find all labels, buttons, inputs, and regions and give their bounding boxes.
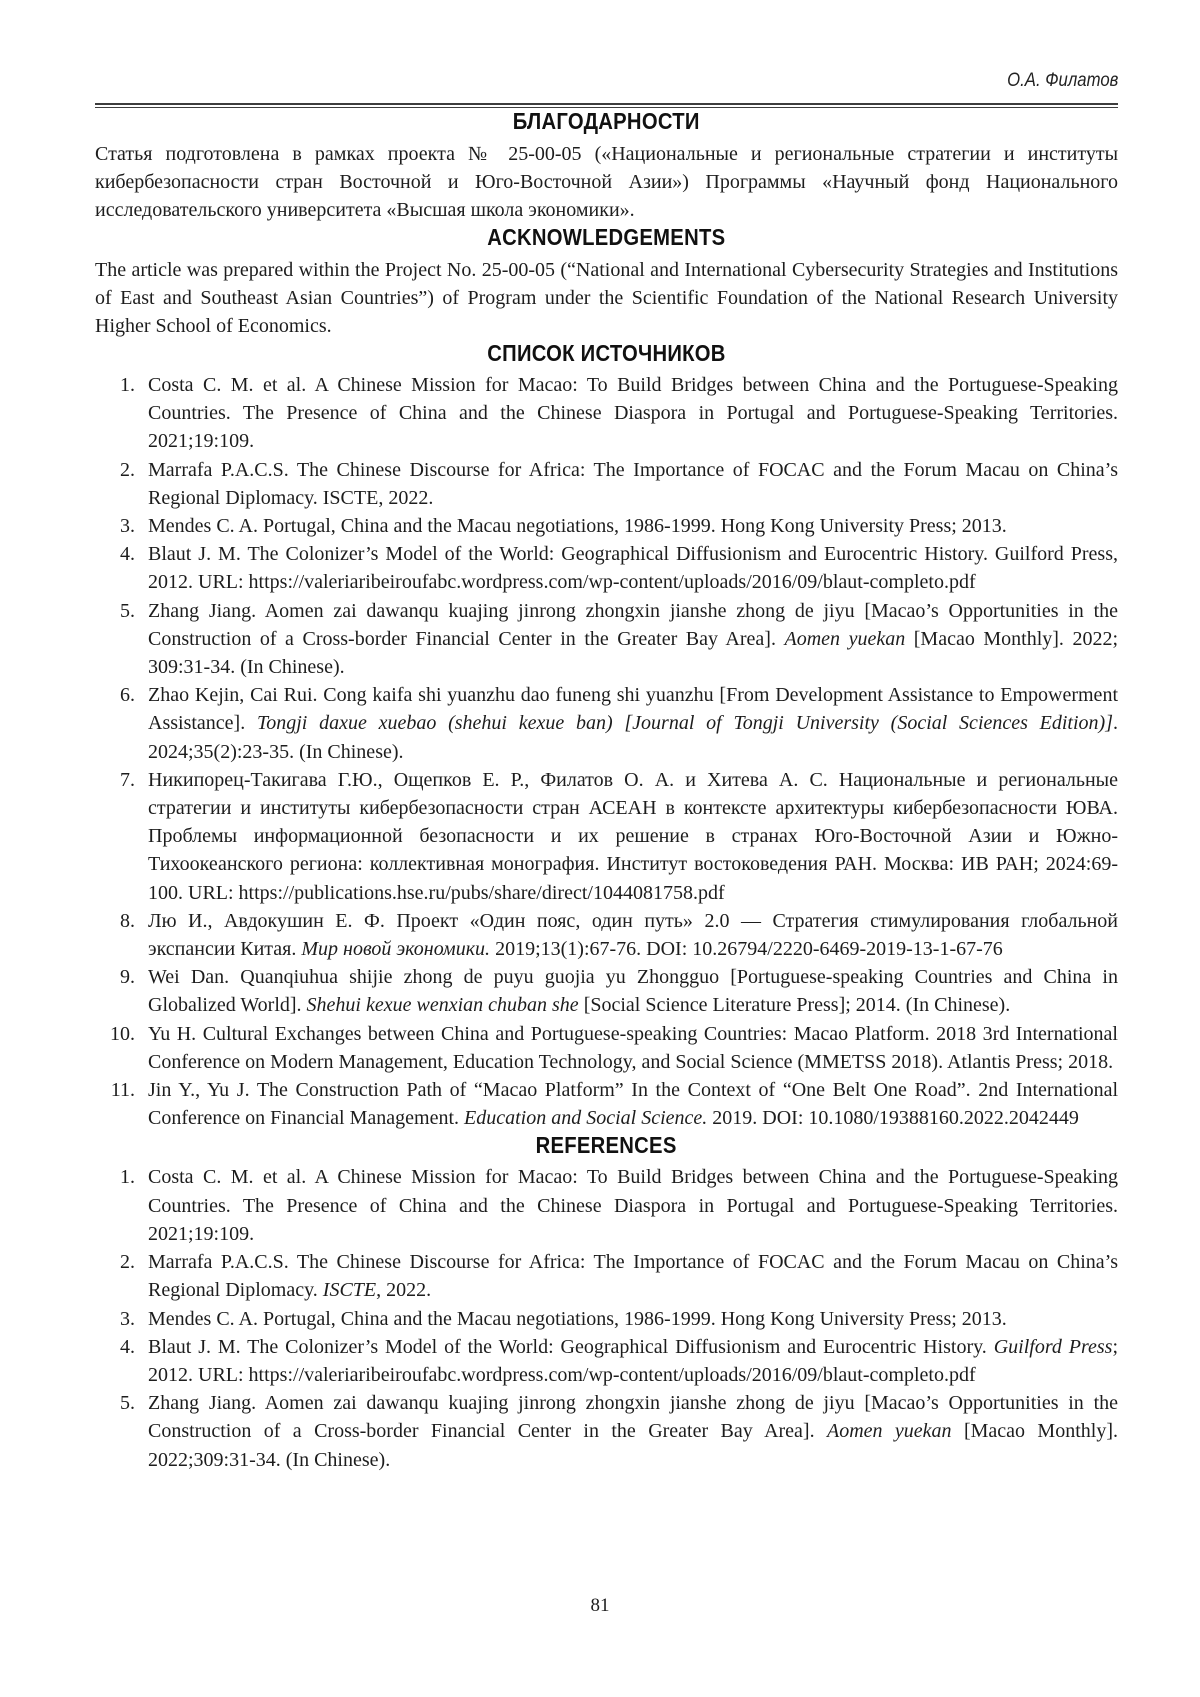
sources-list <box>95 371 1118 1132</box>
references-list <box>95 1163 1118 1473</box>
reference-item-number: 5. <box>120 599 135 622</box>
reference-item-text: Marrafa P.A.C.S. The Chinese Discourse for Africa: The Importance of FOCAC and the Forum Macau on China’s Regional Diplomacy. ISCTE, 2022. <box>148 1251 1118 1302</box>
reference-item <box>95 907 1118 963</box>
reference-item-text: Marrafa P.A.C.S. The Chinese Discourse for Africa: The Importance of FOCAC and the Forum Macau on China’s Regional Diplomacy. ISCTE, 2022. <box>148 458 1118 509</box>
reference-item-number: 10. <box>110 1022 135 1045</box>
reference-item-text: Blaut J. M. The Colonizer’s Model of the World: Geographical Diffusionism and Eurocentric History. Guilford Press, 2012. URL: https://valeriaribeiroufabc.wordpress.com/wp-content/uploads/2016/09/blaut-completo.pdf <box>148 543 1118 594</box>
acknowledgements-en-heading <box>95 224 1118 250</box>
running-head <box>95 70 1118 92</box>
reference-item-number: 1. <box>120 374 135 396</box>
reference-item-text: Costa C. M. et al. A Chinese Mission for Macao: To Build Bridges between China and the Portuguese-Speaking Countries. The Presence of China and the Chinese Diaspora in Portugal and Portuguese-Speaking Territories. 2021;19:109. <box>148 1166 1118 1245</box>
reference-item-text: Никипорец-Такигава Г.Ю., Ощепков Е. Р., Филатов О. А. и Хитева А. С. Национальные и региональные стратегии и институты кибербезопасности стран АСЕАН в контексте архитектуры кибербезопасности ЮВА. Проблемы информационной безопасности и их решение в странах Юго-Восточной Азии и Южно-Тихоокеанского региона: коллективная монография. Институт востоковедения РАН. Москва: ИВ РАН; 2024:69-100. URL: https://publications.hse.ru/pubs/share/direct/1044081758.pdf <box>148 768 1118 904</box>
page-header <box>95 70 1118 108</box>
reference-item-text: Zhang Jiang. Aomen zai dawanqu kuajing jinrong zhongxin jianshe zhong de jiyu [Macao’s Opportunities in the Construction of a Cross-border Financial Center in the Greater Bay Area]. Aomen yuekan [Macao Monthly]. 2022;309:31-34. (In Chinese). <box>148 1392 1118 1471</box>
section-acknowledgements-en <box>95 224 1118 340</box>
reference-item-number: 1. <box>120 1166 135 1189</box>
reference-item-number: 2. <box>120 458 135 481</box>
reference-item-text: Blaut J. M. The Colonizer’s Model of the World: Geographical Diffusionism and Eurocentric History. Guilford Press; 2012. URL: https://valeriaribeiroufabc.wordpress.com/wp-content/uploads/2016/09/blaut-completo.pdf <box>148 1335 1119 1386</box>
reference-item-text: Zhang Jiang. Aomen zai dawanqu kuajing jinrong zhongxin jianshe zhong de jiyu [Macao’s Opportunities in the Construction of a Cross-border Financial Center in the Greater Bay Area]. Aomen yuekan [Macao Monthly]. 2022; 309:31-34. (In Chinese). <box>148 599 1119 679</box>
section-sources <box>95 340 1118 1132</box>
sources-heading-text: СПИСОК ИСТОЧНИКОВ <box>487 340 726 366</box>
running-head-author: О.А. Филатов <box>1006 70 1118 91</box>
section-acknowledgements-ru <box>95 108 1118 224</box>
reference-item-number: 2. <box>120 1251 135 1274</box>
reference-item <box>95 1248 1118 1304</box>
references-heading-text: REFERENCES <box>536 1132 677 1159</box>
reference-item-number: 4. <box>120 1335 135 1358</box>
acknowledgements-ru-heading <box>95 108 1118 134</box>
reference-item-text: Лю И., Авдокушин Е. Ф. Проект «Один пояс, один путь» 2.0 — Стратегия стимулирования глобальной экспансии Китая. Мир новой экономики. 2019;13(1):67-76. DOI: 10.26794/2220-6469-2019-13-1-67-76 <box>148 909 1118 961</box>
reference-item <box>95 1333 1118 1389</box>
reference-item <box>95 766 1118 907</box>
reference-item-number: 9. <box>120 966 135 989</box>
acknowledgements-en-paragraph: The article was prepared within the Project No. 25-00-05 (“National and International Cybersecurity Strategies and Institutions of East and Southeast Asian Countries”) of Program under the Scientific Foundation of the National Research University Higher School of Economics. <box>95 259 1118 337</box>
reference-item <box>95 597 1118 682</box>
reference-item <box>95 512 1118 540</box>
reference-item-number: 11. <box>110 1079 135 1102</box>
reference-item-text: Yu H. Cultural Exchanges between China and Portuguese-speaking Countries: Macao Platform. 2018 3rd International Conference on Modern Management, Education Technology, and Social Science (MMETSS 2018). Atlantis Press; 2018. <box>148 1022 1118 1073</box>
reference-item <box>95 456 1118 512</box>
reference-item <box>95 1389 1118 1474</box>
reference-item <box>95 1020 1118 1076</box>
reference-item <box>95 963 1118 1019</box>
reference-item-text: Jin Y., Yu J. The Construction Path of “Macao Platform” In the Context of “One Belt One Road”. 2nd International Conference on Financial Management. Education and Social Science. 2019. DOI: 10.1080/19388160.2022.2042449 <box>148 1079 1118 1130</box>
reference-item-text: Zhao Kejin, Cai Rui. Cong kaifa shi yuanzhu dao funeng shi yuanzhu [From Development Assistance to Empowerment Assistance]. Tongji daxue xuebao (shehui kexue ban) [Journal of Tongji University (Social Sciences Edition)]. 2024;35(2):23-35. (In Chinese). <box>148 684 1118 763</box>
reference-item <box>95 1305 1118 1333</box>
acknowledgements-ru-heading-text: БЛАГОДАРНОСТИ <box>513 108 700 134</box>
reference-item <box>95 371 1118 456</box>
sources-heading <box>95 340 1118 366</box>
reference-item-number: 8. <box>120 909 135 932</box>
reference-item-number: 7. <box>120 768 135 791</box>
reference-item-text: Mendes C. A. Portugal, China and the Macau negotiations, 1986-1999. Hong Kong University Press; 2013. <box>148 1307 1007 1330</box>
section-references <box>95 1132 1118 1473</box>
reference-item <box>95 1076 1118 1132</box>
acknowledgements-en-heading-text: ACKNOWLEDGEMENTS <box>487 224 726 250</box>
reference-item-number: 3. <box>120 1307 135 1330</box>
references-heading <box>95 1132 1118 1158</box>
acknowledgements-ru-paragraph: Статья подготовлена в рамках проекта № 25-00-05 («Национальные и региональные стратегии и институты кибербезопасности стран Восточной и Юго-Восточной Азии») Программы «Научный фонд Национального исследовательского университета «Высшая школа экономики». <box>95 143 1118 221</box>
reference-item <box>95 540 1118 596</box>
reference-item-number: 6. <box>120 684 135 707</box>
reference-item-text: Mendes C. A. Portugal, China and the Macau negotiations, 1986-1999. Hong Kong University Press; 2013. <box>148 515 1007 538</box>
reference-item-number: 4. <box>120 543 135 566</box>
reference-item-number: 5. <box>120 1392 135 1415</box>
reference-item-number: 3. <box>120 515 135 538</box>
reference-item <box>95 681 1118 766</box>
reference-item-text: Wei Dan. Quanqiuhua shijie zhong de puyu guojia yu Zhongguo [Portuguese-speaking Countries and China in Globalized World]. Shehui kexue wenxian chuban she [Social Science Literature Press]; 2014. (In Chinese). <box>148 966 1118 1017</box>
reference-item-text: Costa C. M. et al. A Chinese Mission for Macao: To Build Bridges between China and the Portuguese-Speaking Countries. The Presence of China and the Chinese Diaspora in Portugal and Portuguese-Speaking Territories. 2021;19:109. <box>148 374 1118 453</box>
reference-item <box>95 1163 1118 1248</box>
page-number: 81 <box>590 1595 610 1616</box>
